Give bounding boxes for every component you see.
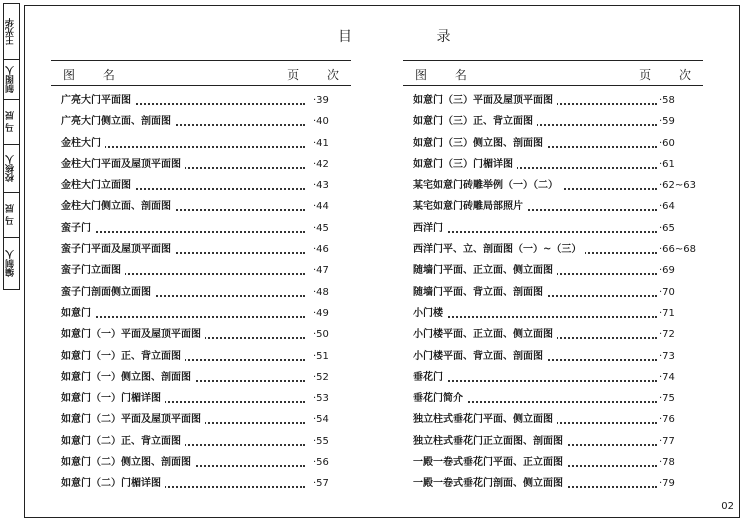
entry-title: 某宅如意门砖雕举例（一）（二） — [413, 175, 562, 196]
toc-entry — [51, 282, 351, 303]
toc-column-left — [51, 60, 351, 495]
toc-entry — [51, 196, 351, 217]
toc-entry — [51, 90, 351, 111]
dot-leader — [413, 231, 657, 233]
toc-header — [403, 60, 703, 86]
toc-entry — [51, 303, 351, 324]
toc-rows — [51, 90, 351, 495]
entry-page: ·47 — [313, 265, 329, 277]
header-page: 页 次 — [639, 68, 703, 82]
toc-entry — [51, 260, 351, 281]
signature-cell — [4, 238, 19, 289]
toc-entry — [403, 218, 703, 239]
dot-leader — [413, 380, 657, 382]
entry-page: ·60 — [659, 137, 675, 149]
toc-rows — [403, 90, 703, 495]
entry-title: 广亮大门侧立面、剖面图 — [61, 111, 175, 132]
entry-title: 西洋门平、立、剖面图（一）~（三） — [413, 239, 585, 260]
entry-title: 西洋门 — [413, 218, 447, 239]
entry-page: ·48 — [313, 286, 329, 298]
entry-page: ·76 — [659, 414, 675, 426]
page-number: 02 — [721, 501, 734, 512]
entry-title: 金柱大门侧立面、剖面图 — [61, 196, 175, 217]
signature-text: 编制人 — [6, 250, 16, 277]
entry-page: ·39 — [313, 95, 329, 106]
entry-title: 如意门（一）门楣详图 — [61, 388, 165, 409]
dot-leader — [61, 316, 305, 318]
entry-page: ·50 — [313, 329, 329, 341]
entry-page: ·72 — [659, 329, 675, 341]
entry-title: 如意门（三）门楣详图 — [413, 154, 517, 175]
entry-page: ·78 — [659, 457, 675, 469]
entry-page: ·42 — [313, 158, 329, 170]
entry-page: ·51 — [313, 350, 329, 362]
entry-page: ·56 — [313, 457, 329, 469]
header-page: 页 次 — [287, 68, 351, 82]
signature-cell — [4, 193, 19, 238]
entry-page: ·46 — [313, 244, 329, 256]
toc-header — [51, 60, 351, 86]
toc-entry — [51, 452, 351, 473]
entry-page: ·52 — [313, 371, 329, 383]
entry-title: 随墙门平面、正立面、侧立面图 — [413, 260, 557, 281]
entry-title: 一殿一卷式垂花门平面、正立面图 — [413, 452, 567, 473]
toc-entry — [403, 431, 703, 452]
toc-entry — [51, 133, 351, 154]
header-name: 图 名 — [415, 68, 479, 82]
entry-title: 随墙门平面、背立面、剖面图 — [413, 282, 547, 303]
entry-title: 蛮子门剖面侧立面图 — [61, 282, 155, 303]
entry-page: ·74 — [659, 371, 675, 383]
entry-title: 金柱大门立面图 — [61, 175, 135, 196]
toc-entry — [51, 154, 351, 175]
entry-title: 如意门（二）侧立图、剖面图 — [61, 452, 195, 473]
toc-entry — [403, 367, 703, 388]
toc-entry — [403, 111, 703, 132]
signature-strip — [3, 3, 20, 290]
entry-title: 小门楼平面、正立面、侧立面图 — [413, 324, 557, 345]
toc-entry — [51, 409, 351, 430]
toc-entry — [403, 346, 703, 367]
entry-title: 蛮子门平面及屋顶平面图 — [61, 239, 175, 260]
toc-entry — [51, 218, 351, 239]
header-name: 图 名 — [63, 68, 127, 82]
entry-page: ·59 — [659, 116, 675, 128]
entry-page: ·45 — [313, 222, 329, 234]
signature-cell — [4, 4, 19, 60]
toc-column-right — [403, 60, 703, 495]
entry-page: ·54 — [313, 414, 329, 426]
signature-text: 马 辰 — [6, 111, 16, 133]
entry-page: ·64 — [659, 201, 675, 213]
signature-text: 校核人 — [6, 155, 16, 182]
entry-page: ·62~63 — [659, 180, 697, 192]
entry-title: 如意门 — [61, 303, 95, 324]
entry-page: ·61 — [659, 158, 675, 170]
entry-title: 如意门（二）门楣详图 — [61, 473, 165, 494]
entry-page: ·65 — [659, 222, 675, 234]
entry-title: 如意门（三）平面及屋顶平面图 — [413, 90, 557, 111]
entry-page: ·40 — [313, 116, 329, 128]
entry-title: 垂花门 — [413, 367, 447, 388]
entry-page: ·43 — [313, 180, 329, 192]
entry-title: 如意门（一）侧立图、剖面图 — [61, 367, 195, 388]
toc-entry — [403, 133, 703, 154]
toc-entry — [51, 324, 351, 345]
toc-entry — [51, 111, 351, 132]
entry-title: 如意门（一）正、背立面图 — [61, 346, 185, 367]
entry-title: 独立柱式垂花门正立面图、剖面图 — [413, 431, 567, 452]
entry-page: ·79 — [659, 478, 675, 490]
toc-entry — [51, 473, 351, 494]
entry-title: 一殿一卷式垂花门剖面、侧立面图 — [413, 473, 567, 494]
toc-entry — [403, 324, 703, 345]
toc-entry — [403, 282, 703, 303]
signature-text: 制图人 — [6, 66, 16, 93]
toc-entry — [403, 388, 703, 409]
entry-page: ·70 — [659, 286, 675, 298]
entry-title: 广亮大门平面图 — [61, 90, 135, 111]
signature-text: 马 辰 — [6, 204, 16, 226]
entry-page: ·75 — [659, 393, 675, 405]
toc-entry — [51, 175, 351, 196]
toc-entry — [403, 196, 703, 217]
entry-title: 金柱大门平面及屋顶平面图 — [61, 154, 185, 175]
entry-page: ·41 — [313, 137, 329, 149]
entry-title: 如意门（二）平面及屋顶平面图 — [61, 409, 205, 430]
entry-page: ·58 — [659, 95, 675, 106]
toc-entry — [403, 473, 703, 494]
toc-entry — [403, 303, 703, 324]
dot-leader — [61, 231, 305, 233]
entry-page: ·57 — [313, 478, 329, 490]
entry-title: 蛮子门 — [61, 218, 95, 239]
entry-page: ·66~68 — [659, 244, 697, 256]
entry-title: 某宅如意门砖雕局部照片 — [413, 196, 527, 217]
toc-entry — [51, 431, 351, 452]
toc-entry — [403, 154, 703, 175]
entry-title: 小门楼 — [413, 303, 447, 324]
entry-title: 如意门（二）正、背立面图 — [61, 431, 185, 452]
entry-page: ·73 — [659, 350, 675, 362]
signature-text: 王光华 — [6, 18, 16, 45]
dot-leader — [413, 316, 657, 318]
entry-title: 金柱大门 — [61, 133, 105, 154]
entry-page: ·49 — [313, 307, 329, 319]
toc-entry — [403, 260, 703, 281]
entry-title: 如意门（一）平面及屋顶平面图 — [61, 324, 205, 345]
entry-title: 蛮子门立面图 — [61, 260, 125, 281]
toc-entry — [403, 452, 703, 473]
signature-cell — [4, 145, 19, 193]
toc-entry — [51, 367, 351, 388]
toc-entry — [51, 346, 351, 367]
entry-page: ·69 — [659, 265, 675, 277]
toc-entry — [403, 90, 703, 111]
entry-page: ·71 — [659, 307, 675, 319]
toc-entry — [403, 175, 703, 196]
entry-page: ·77 — [659, 435, 675, 447]
toc-entry — [403, 409, 703, 430]
entry-title: 如意门（三）侧立图、剖面图 — [413, 133, 547, 154]
entry-title: 小门楼平面、背立面、剖面图 — [413, 346, 547, 367]
signature-cell — [4, 100, 19, 145]
entry-page: ·44 — [313, 201, 329, 213]
entry-page: ·55 — [313, 435, 329, 447]
entry-title: 垂花门简介 — [413, 388, 467, 409]
signature-cell — [4, 60, 19, 100]
toc-entry — [51, 239, 351, 260]
entry-title: 如意门（三）正、背立面图 — [413, 111, 537, 132]
toc-entry — [51, 388, 351, 409]
entry-title: 独立柱式垂花门平面、侧立面图 — [413, 409, 557, 430]
entry-page: ·53 — [313, 393, 329, 405]
toc-entry — [403, 239, 703, 260]
page-title: 目 录 — [338, 29, 491, 45]
